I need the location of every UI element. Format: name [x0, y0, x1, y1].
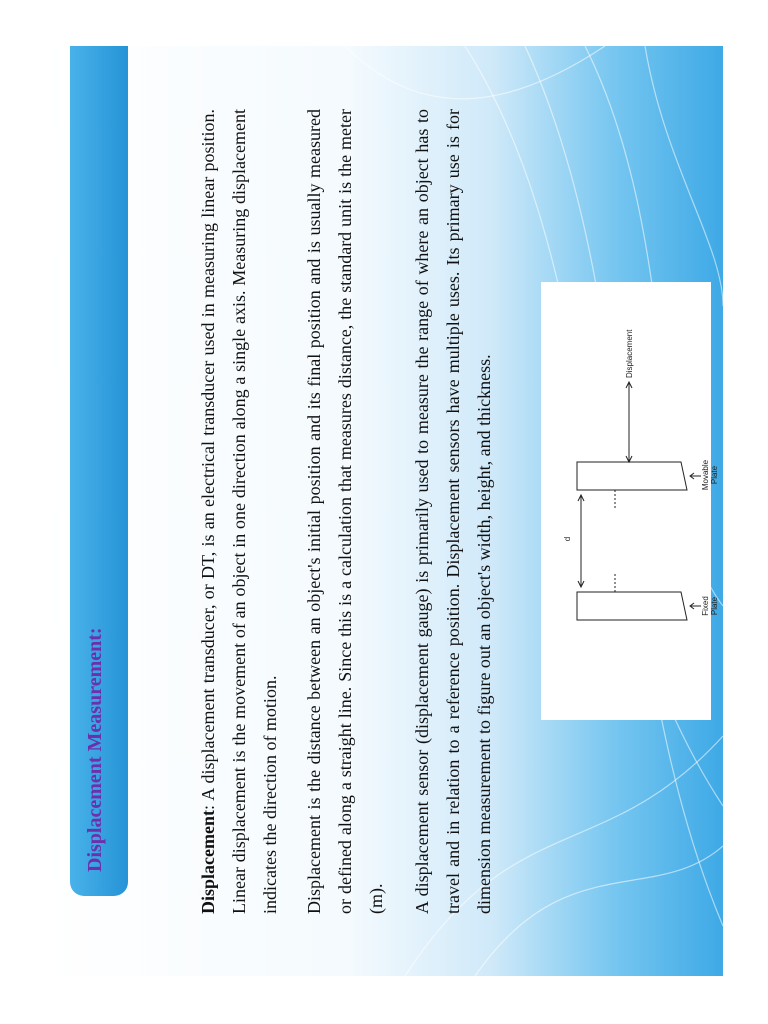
slide-title: Displacement Measurement:: [84, 627, 106, 872]
capacitor-plates-diagram: [541, 282, 719, 720]
fixed-plate: [577, 592, 687, 620]
definition-text: : A displacement transducer, or DT, is an electrical transducer used in measuring linear position. Linear displacement is the movement of an object in one direction along a single axis. Measuring displacement indicates the direction of motion.: [198, 109, 280, 914]
displacement-label: Displacement: [625, 329, 634, 378]
slide: [45, 46, 723, 976]
paragraph-sensor: A displacement sensor (displacement gauge) is primarily used to measure the range of where an object has to travel and in relation to a reference position. Displacement sensors have multiple uses. Its primary use is for dimension measurement to figure out an object's width, height, and thickness.: [412, 109, 494, 914]
term-displacement: Displacement: [198, 810, 218, 914]
title-bar: [70, 46, 128, 896]
movable-plate: [577, 462, 687, 490]
gap-label: d: [563, 536, 572, 542]
paragraph-definition: [193, 109, 286, 914]
paragraph-distance: Displacement is the distance between an object's initial position and its final position and is usually measured or defined along a straight line. Since this is a calculation that measures distance, the standard unit is the meter (m).: [304, 109, 386, 914]
movable-plate-label: Movable Plate: [701, 459, 719, 491]
slide-content: [45, 46, 723, 976]
fixed-plate-label: Fixed Plate: [701, 596, 719, 616]
